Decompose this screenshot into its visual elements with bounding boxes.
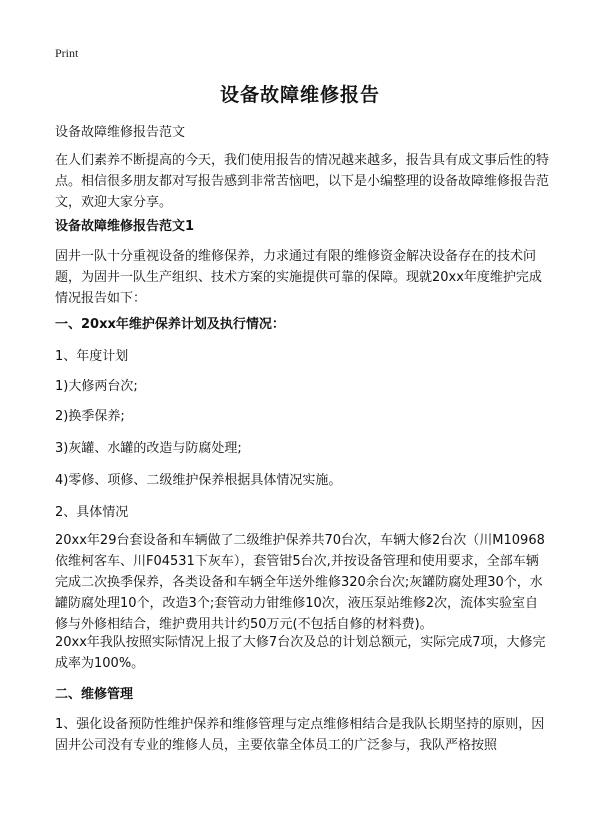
list-item: 1)大修两台次; bbox=[55, 379, 138, 394]
paragraph-4: 1、强化设备预防性维护保养和维修管理与定点维修相结合是我队长期坚持的原则，因固井公司没有专业的维修人员，主要依靠全体员工的广泛参与，我队严格按照 bbox=[55, 717, 545, 753]
print-label[interactable]: Print bbox=[55, 46, 79, 60]
list-item: 2)换季保养; bbox=[55, 409, 125, 424]
document-title: 设备故障维修报告 bbox=[219, 84, 380, 106]
details-label: 2、具体情况 bbox=[55, 505, 129, 520]
annual-plan-label: 1、年度计划 bbox=[55, 349, 129, 364]
list-item: 3)灰罐、水罐的改造与防腐处理; bbox=[55, 441, 242, 456]
section-title: 设备故障维修报告范文1 bbox=[55, 219, 195, 234]
paragraph-1: 固井一队十分重视设备的维修保养，力求通过有限的维修资金解决设备存在的技术问题，为固井一队生产组织、技术方案的实施提供可靠的保障。现就20xx年度维护完成情况报告如下： bbox=[55, 249, 542, 306]
paragraph-3: 20xx年我队按照实际情况上报了大修7台次及总的计划总额元，实际完成7项，大修完成率为100%。 bbox=[55, 635, 546, 671]
heading-1: 一、20xx年维护保养计划及执行情况： bbox=[55, 317, 285, 332]
paragraph-2: 20xx年29台套设备和车辆做了二级维护保养共70台次，车辆大修2台次（川M10968依维柯客车、川F04531下灰车），套管钳5台次,并按设备管理和使用要求，全部车辆完成二次换季保养，各类设备和车辆全年送外维修320余台次;灰罐防腐处理30个，水罐防腐处理10个，改造3个;套管动力钳维修10次，液压泵站维修2次，流体实验室自修与外修相结合，维护费用共计约50万元(不包括自修的材料费)。 bbox=[55, 533, 545, 632]
heading-2: 二、维修管理 bbox=[55, 687, 134, 702]
list-item: 4)零修、项修、二级维护保养根据具体情况实施。 bbox=[55, 473, 342, 488]
intro-paragraph: 在人们素养不断提高的今天，我们使用报告的情况越来越多，报告具有成文事后性的特点。相信很多朋友都对写报告感到非常苦恼吧，以下是小编整理的设备故障维修报告范文，欢迎大家分享。 bbox=[55, 153, 550, 210]
document-subtitle: 设备故障维修报告范文 bbox=[55, 125, 186, 140]
